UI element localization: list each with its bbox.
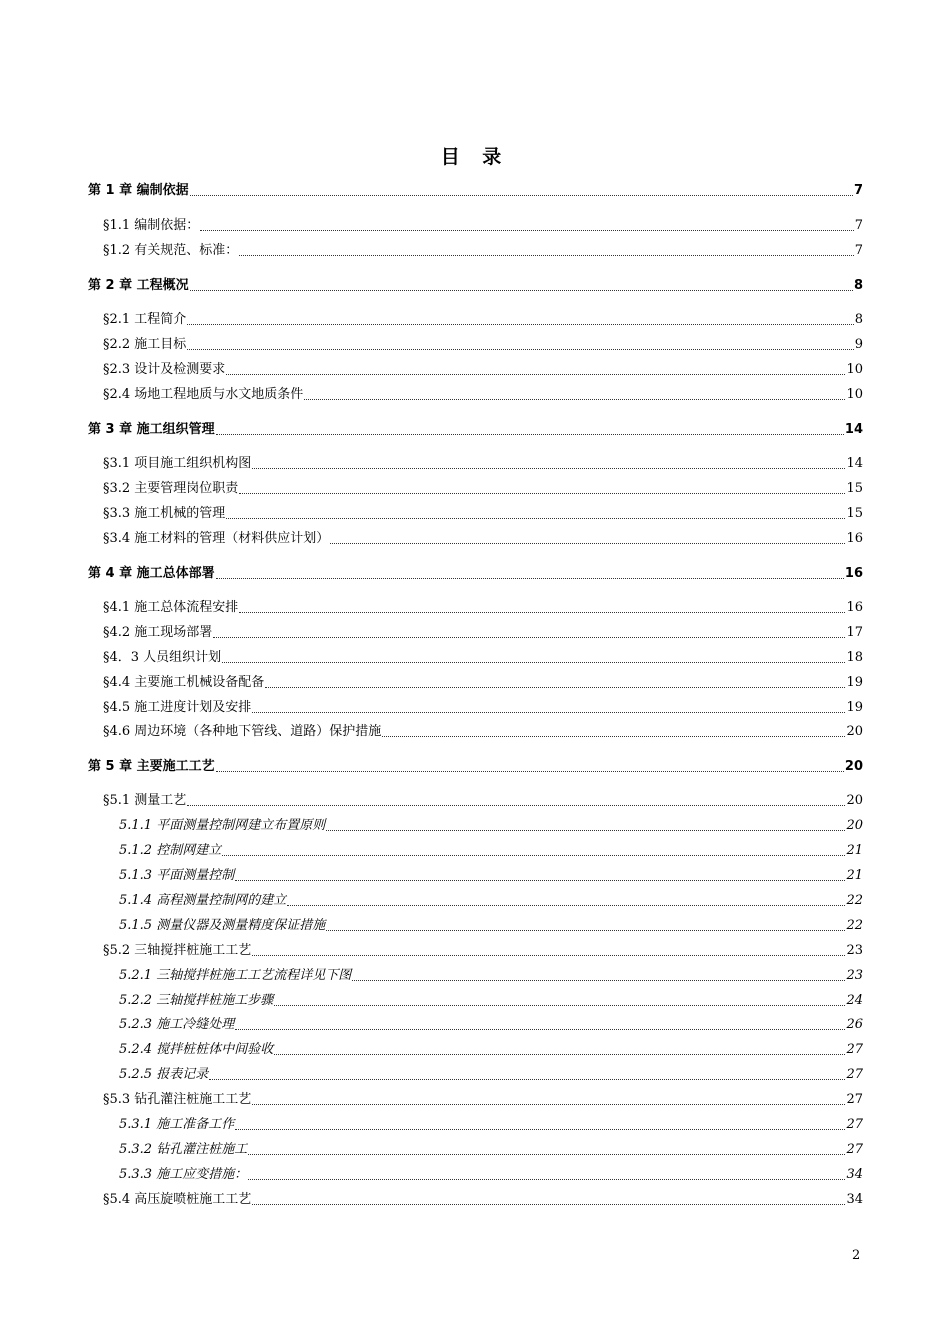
toc-entry-text: §4.5 施工进度计划及安排 xyxy=(103,700,252,715)
toc-section-entry[interactable] xyxy=(103,480,863,498)
toc-chapter-entry[interactable] xyxy=(88,565,863,583)
toc-entry-text: §5.3 钻孔灌注桩施工工艺 xyxy=(103,1092,252,1107)
toc-leader-dots xyxy=(252,1200,845,1205)
toc-section-entry[interactable] xyxy=(103,942,863,960)
toc-chapter-entry[interactable] xyxy=(88,421,863,439)
toc-entry-text: 第 4 章 施工总体部署 xyxy=(88,566,215,581)
toc-section-entry[interactable] xyxy=(103,242,863,260)
toc-leader-dots xyxy=(216,430,844,435)
toc-leader-dots xyxy=(222,658,845,663)
toc-subsection-entry[interactable] xyxy=(119,917,863,935)
toc-section-entry[interactable] xyxy=(103,674,863,692)
toc-entry-page: 27 xyxy=(846,1117,863,1132)
toc-leader-dots xyxy=(252,464,845,469)
toc-entry-text: §3.3 施工机械的管理 xyxy=(103,506,226,521)
toc-leader-dots xyxy=(330,539,845,544)
toc-leader-dots xyxy=(235,876,845,881)
toc-entry-text: §4.4 主要施工机械设备配备 xyxy=(103,675,265,690)
toc-entry-page: 22 xyxy=(846,893,863,908)
toc-entry-page: 27 xyxy=(846,1092,863,1107)
toc-entry-text: 5.1.1 平面测量控制网建立布置原则 xyxy=(119,818,326,833)
toc-entry-text: 5.1.4 高程测量控制网的建立 xyxy=(119,893,287,908)
toc-entry-page: 16 xyxy=(846,600,863,615)
toc-entry-page: 27 xyxy=(846,1067,863,1082)
toc-entry-page: 23 xyxy=(846,943,863,958)
toc-entry-text: 5.1.5 测量仪器及测量精度保证措施 xyxy=(119,918,326,933)
toc-entry-page: 21 xyxy=(846,843,863,858)
toc-subsection-entry[interactable] xyxy=(119,1041,863,1059)
toc-leader-dots xyxy=(252,708,845,713)
toc-leader-dots xyxy=(235,1025,845,1030)
toc-entry-page: 16 xyxy=(844,566,863,581)
toc-leader-dots xyxy=(252,951,845,956)
toc-leader-dots xyxy=(209,1075,845,1080)
toc-chapter-entry[interactable] xyxy=(88,277,863,295)
toc-leader-dots xyxy=(239,251,853,256)
toc-entry-page: 23 xyxy=(846,968,863,983)
toc-entry-page: 18 xyxy=(846,650,863,665)
toc-leader-dots xyxy=(222,851,845,856)
toc-entry-text: 5.2.5 报表记录 xyxy=(119,1067,209,1082)
toc-entry-text: 第 3 章 施工组织管理 xyxy=(88,422,215,437)
toc-section-entry[interactable] xyxy=(103,530,863,548)
toc-leader-dots xyxy=(190,191,853,196)
toc-entry-page: 7 xyxy=(854,218,863,233)
toc-section-entry[interactable] xyxy=(103,624,863,642)
toc-entry-page: 20 xyxy=(844,759,863,774)
toc-entry-text: 5.3.1 施工准备工作 xyxy=(119,1117,235,1132)
toc-entry-text: 5.2.1 三轴搅拌桩施工工艺流程详见下图 xyxy=(119,968,352,983)
toc-leader-dots xyxy=(216,767,844,772)
toc-subsection-entry[interactable] xyxy=(119,842,863,860)
toc-entry-text: §3.1 项目施工组织机构图 xyxy=(103,456,252,471)
toc-entry-page: 14 xyxy=(846,456,863,471)
toc-entry-text: 5.1.3 平面测量控制 xyxy=(119,868,235,883)
toc-section-entry[interactable] xyxy=(103,792,863,810)
toc-leader-dots xyxy=(226,514,845,519)
toc-entry-page: 14 xyxy=(844,422,863,437)
toc-leader-dots xyxy=(287,901,845,906)
toc-section-entry[interactable] xyxy=(103,649,863,667)
toc-leader-dots xyxy=(274,1001,845,1006)
toc-entry-text: 5.1.2 控制网建立 xyxy=(119,843,222,858)
toc-entry-text: §4.2 施工现场部署 xyxy=(103,625,213,640)
toc-leader-dots xyxy=(239,608,845,613)
toc-leader-dots xyxy=(187,801,845,806)
toc-title: 目 录 xyxy=(440,146,510,168)
toc-leader-dots xyxy=(216,574,844,579)
toc-entry-text: 第 1 章 编制依据 xyxy=(88,183,189,198)
toc-entry-page: 16 xyxy=(846,531,863,546)
toc-entry-page: 17 xyxy=(846,625,863,640)
toc-entry-page: 15 xyxy=(846,506,863,521)
toc-subsection-entry[interactable] xyxy=(119,1016,863,1034)
toc-entry-text: §2.4 场地工程地质与水文地质条件 xyxy=(103,387,304,402)
toc-section-entry[interactable] xyxy=(103,455,863,473)
page-number: 2 xyxy=(852,1248,861,1263)
toc-entry-page: 7 xyxy=(854,243,863,258)
toc-entry-text: §5.4 高压旋喷桩施工工艺 xyxy=(103,1192,252,1207)
toc-entry-text: 第 5 章 主要施工工艺 xyxy=(88,759,215,774)
toc-leader-dots xyxy=(304,395,845,400)
toc-leader-dots xyxy=(187,320,853,325)
toc-leader-dots xyxy=(226,370,845,375)
toc-entry-text: 5.3.2 钻孔灌注桩施工 xyxy=(119,1142,248,1157)
toc-entry-page: 27 xyxy=(846,1142,863,1157)
toc-entry-page: 8 xyxy=(854,312,863,327)
toc-entry-text: §4．3 人员组织计划 xyxy=(103,650,222,665)
toc-section-entry[interactable] xyxy=(103,1091,863,1109)
toc-entry-text: §4.1 施工总体流程安排 xyxy=(103,600,239,615)
toc-entry-text: §2.2 施工目标 xyxy=(103,337,187,352)
toc-entry-text: §2.3 设计及检测要求 xyxy=(103,362,226,377)
toc-subsection-entry[interactable] xyxy=(119,817,863,835)
toc-entry-page: 9 xyxy=(854,337,863,352)
toc-entry-text: 5.2.3 施工冷缝处理 xyxy=(119,1017,235,1032)
toc-entry-text: §4.6 周边环境（各种地下管线、道路）保护措施 xyxy=(103,724,382,739)
toc-section-entry[interactable] xyxy=(103,311,863,329)
toc-entry-page: 24 xyxy=(846,993,863,1008)
toc-entry-page: 19 xyxy=(846,700,863,715)
toc-entry-page: 10 xyxy=(846,387,863,402)
toc-entry-text: §3.4 施工材料的管理（材料供应计划） xyxy=(103,531,330,546)
toc-entry-page: 19 xyxy=(846,675,863,690)
toc-leader-dots xyxy=(326,926,845,931)
toc-leader-dots xyxy=(352,976,845,981)
toc-entry-text: §5.2 三轴搅拌桩施工工艺 xyxy=(103,943,252,958)
toc-leader-dots xyxy=(265,683,845,688)
toc-entry-page: 21 xyxy=(846,868,863,883)
toc-leader-dots xyxy=(274,1050,845,1055)
toc-leader-dots xyxy=(248,1175,845,1180)
toc-entry-text: §1.1 编制依据： xyxy=(103,218,200,233)
toc-subsection-entry[interactable] xyxy=(119,1066,863,1084)
toc-section-entry[interactable] xyxy=(103,361,863,379)
toc-subsection-entry[interactable] xyxy=(119,1141,863,1159)
toc-entry-page: 26 xyxy=(846,1017,863,1032)
toc-section-entry[interactable] xyxy=(103,336,863,354)
toc-entry-page: 22 xyxy=(846,918,863,933)
toc-subsection-entry[interactable] xyxy=(119,967,863,985)
toc-subsection-entry[interactable] xyxy=(119,892,863,910)
toc-entry-page: 7 xyxy=(853,183,863,198)
toc-section-entry[interactable] xyxy=(103,505,863,523)
toc-section-entry[interactable] xyxy=(103,699,863,717)
toc-section-entry[interactable] xyxy=(103,723,863,741)
toc-subsection-entry[interactable] xyxy=(119,867,863,885)
toc-entry-text: 5.2.2 三轴搅拌桩施工步骤 xyxy=(119,993,274,1008)
toc-leader-dots xyxy=(326,826,845,831)
toc-leader-dots xyxy=(248,1150,845,1155)
toc-entry-text: 第 2 章 工程概况 xyxy=(88,278,189,293)
toc-leader-dots xyxy=(190,286,853,291)
toc-chapter-entry[interactable] xyxy=(88,758,863,776)
toc-entry-page: 15 xyxy=(846,481,863,496)
toc-leader-dots xyxy=(382,732,845,737)
toc-leader-dots xyxy=(187,345,853,350)
toc-entry-text: §5.1 测量工艺 xyxy=(103,793,187,808)
toc-entry-text: 5.2.4 搅拌桩桩体中间验收 xyxy=(119,1042,274,1057)
toc-entry-page: 20 xyxy=(846,818,863,833)
toc-entry-text: §3.2 主要管理岗位职责 xyxy=(103,481,239,496)
toc-section-entry[interactable] xyxy=(103,386,863,404)
toc-entry-page: 20 xyxy=(846,793,863,808)
toc-entry-text: §2.1 工程简介 xyxy=(103,312,187,327)
toc-chapter-entry[interactable] xyxy=(88,182,863,200)
toc-entry-page: 10 xyxy=(846,362,863,377)
toc-entry-page: 8 xyxy=(853,278,863,293)
toc-leader-dots xyxy=(213,633,845,638)
toc-subsection-entry[interactable] xyxy=(119,1116,863,1134)
toc-entry-page: 34 xyxy=(846,1192,863,1207)
toc-leader-dots xyxy=(239,489,845,494)
toc-entry-page: 34 xyxy=(846,1167,863,1182)
toc-section-entry[interactable] xyxy=(103,599,863,617)
toc-entry-page: 20 xyxy=(846,724,863,739)
toc-entry-text: 5.3.3 施工应变措施： xyxy=(119,1167,248,1182)
toc-section-entry[interactable] xyxy=(103,1191,863,1209)
toc-entry-page: 27 xyxy=(846,1042,863,1057)
toc-subsection-entry[interactable] xyxy=(119,992,863,1010)
toc-entry-text: §1.2 有关规范、标准： xyxy=(103,243,239,258)
toc-leader-dots xyxy=(200,226,853,231)
toc-leader-dots xyxy=(252,1100,845,1105)
toc-leader-dots xyxy=(235,1125,845,1130)
toc-subsection-entry[interactable] xyxy=(119,1166,863,1184)
toc-section-entry[interactable] xyxy=(103,217,863,235)
